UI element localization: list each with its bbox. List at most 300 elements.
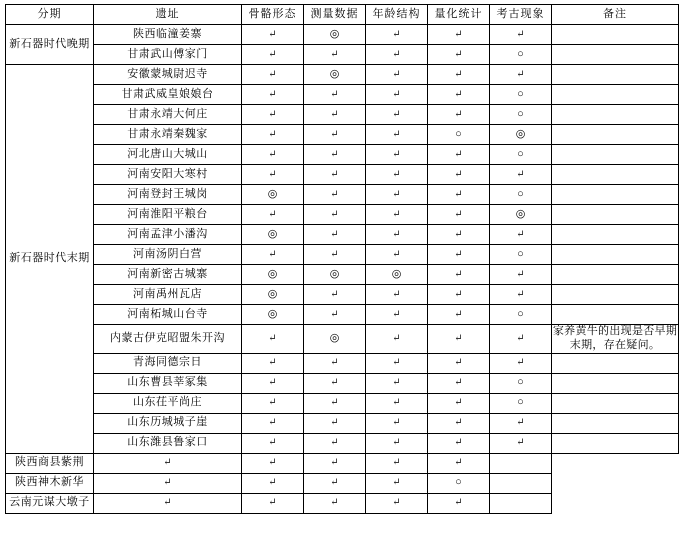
mark-cell <box>304 105 366 125</box>
site-cell: 陕西神木新华 <box>6 473 94 493</box>
mark-cell <box>366 265 428 285</box>
mark-cell <box>304 145 366 165</box>
table-row <box>6 353 679 373</box>
mark-cell <box>304 285 366 305</box>
paragraph-return-icon <box>330 248 338 260</box>
paragraph-return-icon <box>392 416 400 428</box>
paragraph-return-icon <box>454 332 462 344</box>
mark-cell <box>366 285 428 305</box>
paragraph-return-icon <box>330 396 338 408</box>
mark-cell <box>242 473 304 493</box>
table-header <box>6 5 679 25</box>
paragraph-return-icon <box>268 376 276 388</box>
site-cell: 青海同德宗日 <box>94 353 242 373</box>
remark-cell <box>552 305 679 325</box>
mark-cell <box>366 145 428 165</box>
mark-cell <box>304 373 366 393</box>
paragraph-return-icon <box>392 476 400 488</box>
circle-icon <box>517 188 524 200</box>
mark-cell <box>490 25 552 45</box>
mark-cell <box>490 65 552 85</box>
paragraph-return-icon <box>454 48 462 60</box>
site-cell: 甘肃永靖秦魏家 <box>94 125 242 145</box>
remark-cell <box>490 453 552 473</box>
column-header-measurement-data: 测量数据 <box>304 5 366 25</box>
paragraph-return-icon <box>516 332 524 344</box>
mark-cell <box>366 45 428 65</box>
mark-cell <box>242 393 304 413</box>
column-header-bone-morphology: 骨骼形态 <box>242 5 304 25</box>
remark-cell <box>552 353 679 373</box>
paragraph-return-icon <box>330 476 338 488</box>
paragraph-return-icon <box>330 496 338 508</box>
mark-cell <box>242 493 304 513</box>
double-circle-icon <box>330 268 340 280</box>
paragraph-return-icon <box>454 376 462 388</box>
mark-cell <box>366 25 428 45</box>
remark-cell <box>552 105 679 125</box>
paragraph-return-icon <box>330 108 338 120</box>
mark-cell <box>490 393 552 413</box>
mark-cell <box>428 413 490 433</box>
site-cell: 河南淮阳平粮台 <box>94 205 242 225</box>
paragraph-return-icon <box>392 68 400 80</box>
mark-cell <box>304 205 366 225</box>
mark-cell <box>242 165 304 185</box>
double-circle-icon <box>330 28 340 40</box>
column-header-phase: 分期 <box>6 5 94 25</box>
paragraph-return-icon <box>454 248 462 260</box>
site-cell: 安徽蒙城尉迟寺 <box>94 65 242 85</box>
circle-icon <box>455 128 462 140</box>
paragraph-return-icon <box>330 376 338 388</box>
mark-cell <box>242 353 304 373</box>
mark-cell <box>242 45 304 65</box>
table-row <box>6 245 679 265</box>
paragraph-return-icon <box>392 332 400 344</box>
mark-cell <box>490 125 552 145</box>
paragraph-return-icon <box>516 288 524 300</box>
paragraph-return-icon <box>330 148 338 160</box>
paragraph-return-icon <box>392 48 400 60</box>
paragraph-return-icon <box>392 228 400 240</box>
site-cell: 河南孟津小潘沟 <box>94 225 242 245</box>
paragraph-return-icon <box>454 68 462 80</box>
paragraph-return-icon <box>454 88 462 100</box>
paragraph-return-icon <box>392 308 400 320</box>
site-cell: 甘肃永靖大何庄 <box>94 105 242 125</box>
paragraph-return-icon <box>163 476 171 488</box>
mark-cell <box>242 413 304 433</box>
paragraph-return-icon <box>392 456 400 468</box>
site-cell: 陕西商县紫荆 <box>6 453 94 473</box>
paragraph-return-icon <box>392 288 400 300</box>
table-row <box>6 205 679 225</box>
mark-cell <box>242 225 304 245</box>
mark-cell <box>428 25 490 45</box>
mark-cell <box>242 145 304 165</box>
mark-cell <box>304 245 366 265</box>
paragraph-return-icon <box>454 148 462 160</box>
paragraph-return-icon <box>330 456 338 468</box>
paragraph-return-icon <box>392 28 400 40</box>
site-cell: 河南禹州瓦店 <box>94 285 242 305</box>
table-row <box>6 285 679 305</box>
mark-cell <box>428 285 490 305</box>
mark-cell <box>490 105 552 125</box>
mark-cell <box>304 473 366 493</box>
mark-cell <box>366 225 428 245</box>
paragraph-return-icon <box>454 208 462 220</box>
paragraph-return-icon <box>268 416 276 428</box>
site-cell: 陕西临潼姜寨 <box>94 25 242 45</box>
paragraph-return-icon <box>516 68 524 80</box>
remark-cell <box>552 393 679 413</box>
column-header-quantitative-statistics: 量化统计 <box>428 5 490 25</box>
paragraph-return-icon <box>454 108 462 120</box>
column-header-site: 遗址 <box>94 5 242 25</box>
remark-cell <box>552 413 679 433</box>
mark-cell <box>304 393 366 413</box>
mark-cell <box>304 225 366 245</box>
paragraph-return-icon <box>268 356 276 368</box>
table-row <box>6 45 679 65</box>
remark-cell <box>490 473 552 493</box>
remark-cell <box>552 225 679 245</box>
site-cell: 河南登封王城岗 <box>94 185 242 205</box>
paragraph-return-icon <box>268 332 276 344</box>
mark-cell <box>304 353 366 373</box>
document-page <box>0 4 685 533</box>
paragraph-return-icon <box>392 148 400 160</box>
mark-cell <box>490 85 552 105</box>
mark-cell <box>242 25 304 45</box>
site-cell: 内蒙古伊克昭盟朱开沟 <box>94 325 242 354</box>
mark-cell <box>428 185 490 205</box>
table-row <box>6 145 679 165</box>
site-cell: 云南元谋大墩子 <box>6 493 94 513</box>
paragraph-return-icon <box>454 268 462 280</box>
circle-icon <box>517 248 524 260</box>
mark-cell <box>490 245 552 265</box>
paragraph-return-icon <box>268 88 276 100</box>
paragraph-return-icon <box>392 108 400 120</box>
mark-cell <box>304 305 366 325</box>
mark-cell <box>490 145 552 165</box>
mark-cell <box>490 325 552 354</box>
mark-cell <box>428 353 490 373</box>
phase-cell: 新石器时代末期 <box>6 65 94 454</box>
double-circle-icon <box>516 208 526 220</box>
remark-cell <box>552 205 679 225</box>
circle-icon <box>517 148 524 160</box>
mark-cell <box>304 85 366 105</box>
column-header-age-structure: 年龄结构 <box>366 5 428 25</box>
mark-cell <box>304 25 366 45</box>
mark-cell <box>366 453 428 473</box>
paragraph-return-icon <box>330 228 338 240</box>
paragraph-return-icon <box>454 356 462 368</box>
mark-cell <box>242 185 304 205</box>
paragraph-return-icon <box>268 496 276 508</box>
paragraph-return-icon <box>392 128 400 140</box>
mark-cell <box>242 205 304 225</box>
mark-cell <box>428 493 490 513</box>
paragraph-return-icon <box>268 436 276 448</box>
circle-icon <box>517 376 524 388</box>
remark-cell <box>552 285 679 305</box>
double-circle-icon <box>268 188 278 200</box>
mark-cell <box>304 45 366 65</box>
mark-cell <box>428 45 490 65</box>
mark-cell <box>304 185 366 205</box>
mark-cell <box>428 85 490 105</box>
mark-cell <box>242 265 304 285</box>
mark-cell <box>428 453 490 473</box>
site-cell: 山东历城城子崖 <box>94 413 242 433</box>
remark-cell <box>490 493 552 513</box>
paragraph-return-icon <box>330 188 338 200</box>
mark-cell <box>366 105 428 125</box>
paragraph-return-icon <box>268 168 276 180</box>
paragraph-return-icon <box>392 356 400 368</box>
mark-cell <box>366 413 428 433</box>
header-row <box>6 5 679 25</box>
mark-cell <box>242 453 304 473</box>
circle-icon <box>517 108 524 120</box>
paragraph-return-icon <box>268 68 276 80</box>
paragraph-return-icon <box>516 268 524 280</box>
mark-cell <box>490 433 552 453</box>
mark-cell <box>428 65 490 85</box>
mark-cell <box>242 433 304 453</box>
mark-cell <box>366 353 428 373</box>
mark-cell <box>304 125 366 145</box>
site-cell: 山东潍县鲁家口 <box>94 433 242 453</box>
site-cell: 河南安阳大寒村 <box>94 165 242 185</box>
table-row <box>6 65 679 85</box>
table-row <box>6 453 679 473</box>
mark-cell <box>428 325 490 354</box>
remark-cell <box>552 185 679 205</box>
mark-cell <box>242 325 304 354</box>
mark-cell <box>428 433 490 453</box>
mark-cell <box>366 205 428 225</box>
mark-cell <box>242 105 304 125</box>
circle-icon <box>517 88 524 100</box>
paragraph-return-icon <box>330 48 338 60</box>
mark-cell <box>366 325 428 354</box>
mark-cell <box>428 225 490 245</box>
mark-cell <box>242 125 304 145</box>
mark-cell <box>490 225 552 245</box>
remark-cell <box>552 125 679 145</box>
paragraph-return-icon <box>392 436 400 448</box>
mark-cell <box>366 85 428 105</box>
paragraph-return-icon <box>454 308 462 320</box>
table-row <box>6 265 679 285</box>
paragraph-return-icon <box>330 88 338 100</box>
mark-cell <box>366 185 428 205</box>
mark-cell <box>242 373 304 393</box>
mark-cell <box>242 285 304 305</box>
paragraph-return-icon <box>516 356 524 368</box>
remark-cell <box>552 165 679 185</box>
paragraph-return-icon <box>392 376 400 388</box>
remark-cell <box>552 245 679 265</box>
paragraph-return-icon <box>268 248 276 260</box>
mark-cell <box>490 185 552 205</box>
mark-cell <box>428 145 490 165</box>
mark-cell <box>366 373 428 393</box>
phase-cell: 新石器时代晚期 <box>6 25 94 65</box>
mark-cell <box>490 285 552 305</box>
paragraph-return-icon <box>454 496 462 508</box>
mark-cell <box>490 265 552 285</box>
mark-cell <box>366 393 428 413</box>
remark-cell <box>552 433 679 453</box>
paragraph-return-icon <box>268 148 276 160</box>
site-cell: 山东曹县莘冢集 <box>94 373 242 393</box>
site-cell: 河南汤阴白营 <box>94 245 242 265</box>
mark-cell <box>242 65 304 85</box>
mark-cell <box>304 325 366 354</box>
column-header-remarks: 备注 <box>552 5 679 25</box>
paragraph-return-icon <box>454 168 462 180</box>
mark-cell <box>490 205 552 225</box>
mark-cell <box>490 353 552 373</box>
paragraph-return-icon <box>268 476 276 488</box>
mark-cell <box>366 165 428 185</box>
mark-cell <box>242 305 304 325</box>
circle-icon <box>517 308 524 320</box>
circle-icon <box>517 396 524 408</box>
mark-cell <box>366 245 428 265</box>
paragraph-return-icon <box>268 48 276 60</box>
mark-cell <box>428 205 490 225</box>
mark-cell <box>366 65 428 85</box>
paragraph-return-icon <box>330 128 338 140</box>
column-header-archaeological-phenomena: 考古现象 <box>490 5 552 25</box>
mark-cell <box>366 305 428 325</box>
mark-cell <box>242 245 304 265</box>
table-row <box>6 85 679 105</box>
mark-cell <box>428 165 490 185</box>
mark-cell <box>94 493 242 513</box>
mark-cell <box>94 453 242 473</box>
remark-cell <box>552 373 679 393</box>
table-row <box>6 493 679 513</box>
mark-cell <box>490 45 552 65</box>
mark-cell <box>428 373 490 393</box>
double-circle-icon <box>516 128 526 140</box>
mark-cell <box>366 125 428 145</box>
table-row <box>6 393 679 413</box>
mark-cell <box>94 473 242 493</box>
remark-cell <box>552 45 679 65</box>
remark-cell: 家养黄牛的出现是否早期末期，存在疑问。 <box>552 325 679 354</box>
remark-cell <box>552 85 679 105</box>
site-cell: 山东茌平尚庄 <box>94 393 242 413</box>
double-circle-icon <box>330 332 340 344</box>
double-circle-icon <box>330 68 340 80</box>
mark-cell <box>304 265 366 285</box>
mark-cell <box>304 453 366 473</box>
mark-cell <box>428 305 490 325</box>
mark-cell <box>490 165 552 185</box>
mark-cell <box>428 125 490 145</box>
paragraph-return-icon <box>268 208 276 220</box>
paragraph-return-icon <box>516 28 524 40</box>
paragraph-return-icon <box>268 108 276 120</box>
mark-cell <box>366 473 428 493</box>
mark-cell <box>304 433 366 453</box>
mark-cell <box>490 305 552 325</box>
paragraph-return-icon <box>330 436 338 448</box>
mark-cell <box>242 85 304 105</box>
paragraph-return-icon <box>330 168 338 180</box>
mark-cell <box>490 373 552 393</box>
paragraph-return-icon <box>454 416 462 428</box>
circle-icon <box>517 48 524 60</box>
paragraph-return-icon <box>330 416 338 428</box>
paragraph-return-icon <box>454 436 462 448</box>
table-row <box>6 125 679 145</box>
table-row <box>6 413 679 433</box>
paragraph-return-icon <box>454 456 462 468</box>
table-row <box>6 473 679 493</box>
site-cell: 甘肃武威皇娘娘台 <box>94 85 242 105</box>
paragraph-return-icon <box>392 496 400 508</box>
double-circle-icon <box>268 268 278 280</box>
table-row <box>6 25 679 45</box>
site-cell: 河南柘城山台寺 <box>94 305 242 325</box>
paragraph-return-icon <box>392 188 400 200</box>
paragraph-return-icon <box>268 456 276 468</box>
paragraph-return-icon <box>163 456 171 468</box>
remark-cell <box>552 265 679 285</box>
paragraph-return-icon <box>268 396 276 408</box>
remark-cell <box>552 145 679 165</box>
mark-cell <box>304 413 366 433</box>
mark-cell <box>304 65 366 85</box>
circle-icon <box>455 476 462 488</box>
double-circle-icon <box>268 308 278 320</box>
paragraph-return-icon <box>330 308 338 320</box>
mark-cell <box>428 393 490 413</box>
paragraph-return-icon <box>392 208 400 220</box>
paragraph-return-icon <box>268 28 276 40</box>
double-circle-icon <box>392 268 402 280</box>
site-cell: 河南新密古城寨 <box>94 265 242 285</box>
table-row <box>6 185 679 205</box>
mark-cell <box>428 105 490 125</box>
double-circle-icon <box>268 288 278 300</box>
table-row <box>6 165 679 185</box>
table-row <box>6 325 679 354</box>
paragraph-return-icon <box>454 188 462 200</box>
paragraph-return-icon <box>330 288 338 300</box>
table-body <box>6 25 679 514</box>
table-row <box>6 305 679 325</box>
paragraph-return-icon <box>268 128 276 140</box>
paragraph-return-icon <box>392 168 400 180</box>
mark-cell <box>428 245 490 265</box>
paragraph-return-icon <box>516 436 524 448</box>
paragraph-return-icon <box>330 356 338 368</box>
paragraph-return-icon <box>392 88 400 100</box>
site-cell: 甘肃武山傅家门 <box>94 45 242 65</box>
